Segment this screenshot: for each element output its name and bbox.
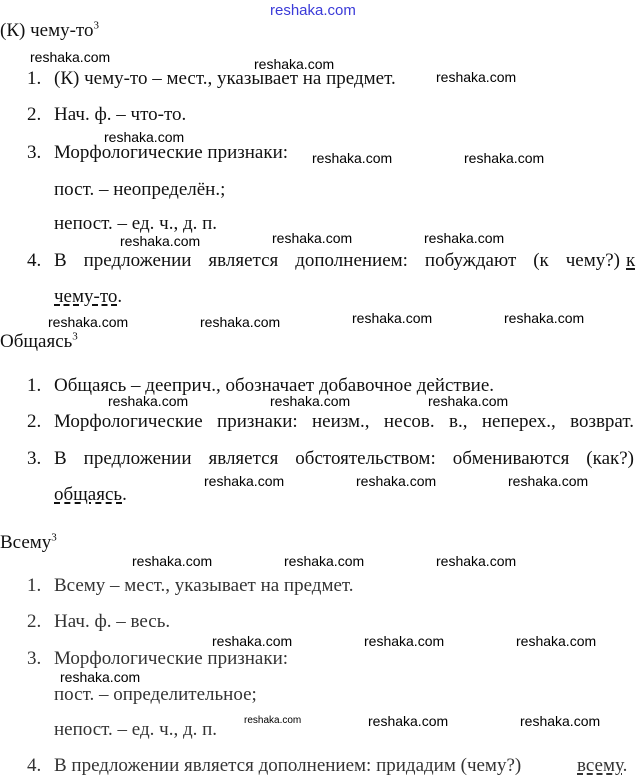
watermark: reshaka.com [204, 473, 285, 489]
watermark: reshaka.com [48, 314, 129, 330]
list-item-text: Морфологические признаки: [54, 142, 289, 163]
list-number: 1. [27, 375, 42, 396]
watermark: reshaka.com [352, 310, 433, 326]
list-item-text: (К) чему-то – мест., указывает на предмет. [54, 68, 396, 89]
list-number: 1. [27, 68, 42, 89]
list-number: 4. [27, 250, 42, 271]
watermark: reshaka.com [504, 310, 585, 326]
list-item-text: непост. – ед. ч., д. п. [54, 213, 218, 234]
watermark: reshaka.com [270, 393, 351, 409]
watermark: reshaka.com [520, 713, 601, 729]
watermark: reshaka.com [108, 393, 189, 409]
period: . [117, 286, 123, 307]
watermark: reshaka.com [516, 633, 597, 649]
list-item-text: пост. – определительное; [54, 684, 257, 705]
watermark: reshaka.com [368, 713, 449, 729]
watermark: reshaka.com [212, 633, 293, 649]
section-title-1 [0, 20, 99, 42]
watermark: reshaka.com [428, 393, 509, 409]
watermark: reshaka.com [464, 150, 545, 166]
watermark: reshaka.com [436, 69, 517, 85]
list-item-text: В предложении является обстоятельством: обмениваются (как?) [54, 448, 634, 469]
watermark: reshaka.com [284, 553, 365, 569]
section-title-text: (К) чему-то [0, 20, 94, 41]
list-number: 3. [27, 648, 42, 669]
list-number: 1. [27, 575, 42, 596]
watermark: reshaka.com [312, 150, 393, 166]
list-item-text: В предложении является дополнением: побуждают (к чему?) [54, 250, 620, 271]
footnote-marker: 3 [72, 330, 78, 343]
list-number: 4. [27, 755, 42, 776]
list-number: 3. [27, 142, 42, 163]
watermark: reshaka.com [356, 473, 437, 489]
answer-word: чему-то [54, 286, 118, 307]
watermark: reshaka.com [200, 314, 281, 330]
watermark: reshaka.com [244, 715, 302, 726]
watermark: reshaka.com [104, 129, 185, 145]
list-item-text: Нач. ф. – весь. [54, 611, 171, 632]
list-item-text: Морфологические признаки: неизм., несов. в., неперех., возврат. [54, 411, 634, 432]
footnote-marker: 3 [93, 19, 99, 32]
list-number: 2. [27, 411, 42, 432]
list-item-text: Всему – мест., указывает на предмет. [54, 575, 354, 596]
list-number: 2. [27, 611, 42, 632]
list-item-text: В предложении является дополнением: придадим (чему?) [54, 755, 522, 776]
answer-line [54, 484, 127, 506]
watermark: reshaka.com [132, 553, 213, 569]
list-number: 2. [27, 104, 42, 125]
answer-word: общаясь [54, 484, 123, 505]
list-item-text: непост. – ед. ч., д. п. [54, 719, 218, 740]
list-item-text: Общаясь – дееприч., обозначает добавочное действие. [54, 375, 495, 396]
section-title-text: Всему [0, 532, 52, 553]
watermark: reshaka.com [424, 230, 505, 246]
answer-line [54, 286, 122, 308]
period: . [122, 484, 127, 505]
answer-word: всему [577, 755, 623, 776]
watermark: reshaka.com [60, 669, 141, 685]
answer-word: к [626, 250, 636, 271]
answer-line [577, 755, 627, 777]
list-item-text: Морфологические признаки: [54, 648, 289, 669]
watermark: reshaka.com [120, 233, 201, 249]
footnote-marker: 3 [51, 531, 57, 544]
watermark: reshaka.com [364, 633, 445, 649]
section-title-2 [0, 331, 78, 353]
watermark: reshaka.com [272, 230, 353, 246]
watermark: reshaka.com [508, 473, 589, 489]
list-item-text: пост. – неопределён.; [54, 179, 226, 200]
list-number: 3. [27, 448, 42, 469]
watermark: reshaka.com [254, 56, 335, 72]
site-watermark[interactable]: reshaka.com [270, 2, 356, 19]
watermark: reshaka.com [30, 49, 111, 65]
watermark: reshaka.com [436, 553, 517, 569]
period: . [622, 755, 628, 776]
section-title-text: Общаясь [0, 331, 73, 352]
section-title-3 [0, 532, 57, 554]
list-item-text: Нач. ф. – что-то. [54, 104, 187, 125]
